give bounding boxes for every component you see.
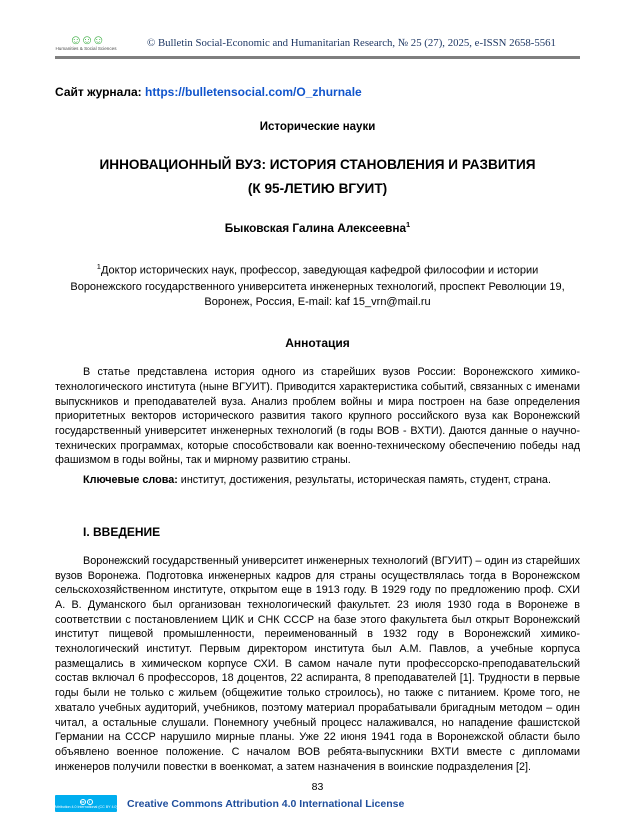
keywords-line xyxy=(55,473,580,488)
introduction-text: Воронежский государственный университет инженерных технологий (ВГУИТ) – один из старейших вузов Воронежа. Подготовка инженерных кадров для страны осуществлялась тогда в Воронежском сельскохозяйственном институте, открытом еще в 1913 году. В 1929 году по предложению проф. СХИ А. В. Думанского был организован технологический факультет. 23 июля 1930 года в Воронеже в соответствии с постановлением ЦИК и СНК СССР на базе этого факультета был открыт Воронежский институт пищевой промышленности, переименованный в 1932 году в Воронежский химико-технологический институт. Первым директором института был А.М. Павлов, а учебные корпуса размещались в химическом корпусе СХИ. В самом начале пути профессорско-преподавательский состав включал 6 профессоров, 18 доцентов, 22 аспиранта, 8 преподавателей [1]. Трудности в первые годы были не только с жильем (общежитие только строилось), но также с питанием. Кроме того, не хватало учебных аудиторий, учебников, поэтому материал прорабатывали бригадным методом – один читал, а остальные слушали. Понемногу учебный процесс налаживался, но нападение фашистской Германии на СССР нарушило мирные планы. Уже 22 июня 1941 года в Воронежской области было объявлено военное положение. С началом ВОВ ребята-выпускники ВХТИ вместе с дипломами инженеров получили повестки в военкомат, а затем назначения в воинские подразделения [2]. xyxy=(55,554,580,773)
affiliation-marker: 1 xyxy=(96,262,101,272)
site-label: Сайт журнала: xyxy=(55,85,142,100)
journal-citation-line: © Bulletin Social-Economic and Humanitarian Research, № 25 (27), 2025, e-ISSN 2658-5561 xyxy=(147,36,556,49)
journal-logo xyxy=(55,34,117,51)
cc-icon: cc i xyxy=(80,799,93,805)
introduction-heading: I. ВВЕДЕНИЕ xyxy=(83,524,161,539)
article-title-line2: (К 95-ЛЕТИЮ ВГУИТ) xyxy=(247,181,388,197)
journal-url-link[interactable]: https://bulletensocial.com/O_zhurnale xyxy=(145,85,362,100)
author-affiliation: $^1$Доктор исторических наук, профессор, заведующая кафедрой философии и истории Воронежского государственного университета инженерных технологий, проспект Революции 19, Воронеж, Россия, E-mail: kaf 15_vrn@mail.ru xyxy=(70,262,565,309)
author-affiliation-marker: 1 xyxy=(406,220,411,230)
license-footer xyxy=(55,795,580,812)
abstract-heading: Аннотация xyxy=(285,336,350,351)
page-number: 83 xyxy=(311,781,324,794)
article-section-label: Исторические науки xyxy=(259,121,376,134)
article-title-line1: ИННОВАЦИОННЫЙ ВУЗ: ИСТОРИЯ СТАНОВЛЕНИЯ И РАЗВИТИЯ xyxy=(99,157,536,173)
keywords-text: институт, достижения, результаты, историческая память, студент, страна. xyxy=(177,474,551,487)
keywords-label: Ключевые слова: xyxy=(83,474,178,487)
license-text: Creative Commons Attribution 4.0 International License xyxy=(127,797,405,810)
journal-header xyxy=(55,0,580,59)
cc-badge-caption: Attribution 4.0 International (CC BY 4.0) xyxy=(54,804,118,809)
author-name: Быковская Галина Алексеевна$^1$ xyxy=(224,220,411,236)
article-title xyxy=(55,153,580,201)
journal-site-line xyxy=(55,85,580,99)
logo-caption: Humanities & Social Sciences xyxy=(55,46,117,51)
cc-license-badge[interactable] xyxy=(55,795,117,812)
abstract-text: В статье представлена история одного из старейших вузов России: Воронежского химико-технологического института (ныне ВГУИТ). Приводится характеристика событий, связанных с именами выпускников и преподавателей вуза. Анализ проблем войны и мира построен на базе определения приоритетных векторов исторического развития такого крупного российского вуза как Воронежский государственный университет инженерных технологий (в годы ВОВ - ВХТИ). Даются данные о научно-технических программах, которые способствовали как военно-техническому обеспечению победы над фашизмом в годы войны, так и мирному развитию страны. xyxy=(55,366,580,467)
people-group-icon: ☺☺☺ xyxy=(69,32,103,47)
